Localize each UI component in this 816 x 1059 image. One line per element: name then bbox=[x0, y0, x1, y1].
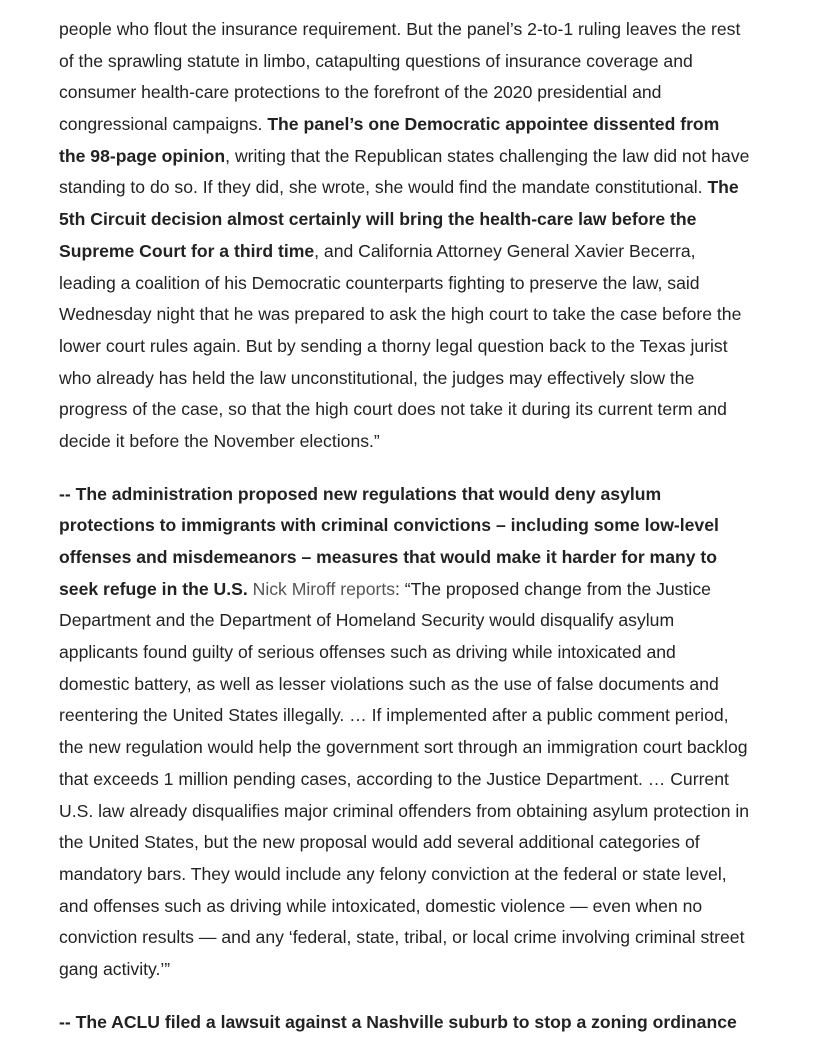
text: : “The proposed change from the Justice bbox=[395, 578, 711, 599]
text-line bbox=[59, 109, 779, 141]
text-line bbox=[59, 331, 779, 363]
text: standing to do so. If they did, she wrote, she would find the mandate constitutional. bbox=[59, 177, 708, 198]
text: congressional campaigns. bbox=[59, 114, 268, 135]
bold-text: 5th Circuit decision almost certainly will bring the health-care law before the bbox=[59, 209, 697, 230]
bold-text: protections to immigrants with criminal convictions – including some low-level bbox=[59, 515, 719, 536]
text: the United States, but the new proposal would add several additional categories of bbox=[59, 832, 700, 853]
text-line bbox=[59, 363, 779, 395]
text: Wednesday night that he was prepared to ask the high court to take the case before the bbox=[59, 304, 742, 325]
text-line bbox=[59, 605, 779, 637]
text: and offenses such as driving while intoxicated, domestic violence — even when no bbox=[59, 895, 703, 916]
text-line bbox=[59, 796, 779, 828]
text-line bbox=[59, 922, 779, 954]
text-line bbox=[59, 891, 779, 923]
text-line bbox=[59, 394, 779, 426]
text: , writing that the Republican states challenging the law did not have bbox=[225, 145, 750, 166]
paragraph bbox=[59, 14, 779, 458]
bold-text: The bbox=[707, 177, 739, 198]
bold-text: seek refuge in the U.S. bbox=[59, 578, 248, 599]
text-line bbox=[59, 426, 779, 458]
text-line bbox=[59, 268, 779, 300]
text-line bbox=[59, 77, 779, 109]
text: , and California Attorney General Xavier Becerra, bbox=[314, 240, 696, 261]
text-line bbox=[59, 510, 779, 542]
bold-text: Supreme Court for a third time bbox=[59, 240, 315, 261]
text: lower court rules again. But by sending a thorny legal question back to the Texas jurist bbox=[59, 335, 728, 356]
text-line bbox=[59, 574, 779, 606]
text: who already has held the law unconstitutional, the judges may effectively slow the bbox=[59, 367, 695, 388]
paragraph bbox=[59, 1007, 779, 1039]
text-line bbox=[59, 954, 779, 986]
text-line bbox=[59, 859, 779, 891]
text-line bbox=[59, 700, 779, 732]
bold-text: offenses and misdemeanors – measures that would make it harder for many to bbox=[59, 547, 718, 567]
text: reentering the United States illegally. … If implemented after a public comment period, bbox=[59, 705, 729, 726]
text: that exceeds 1 million pending cases, according to the Justice Department. … Current bbox=[59, 768, 729, 789]
text-line bbox=[59, 637, 779, 669]
bold-text: -- The administration proposed new regulations that would deny asylum bbox=[59, 483, 662, 504]
text: the new regulation would help the government sort through an immigration court backlog bbox=[59, 737, 748, 758]
text-line bbox=[59, 827, 779, 859]
text-line bbox=[59, 236, 779, 268]
text: mandatory bars. They would include any felony conviction at the federal or state level, bbox=[59, 863, 727, 884]
text: U.S. law already disqualifies major criminal offenders from obtaining asylum protection in bbox=[59, 800, 750, 821]
text-line bbox=[59, 732, 779, 764]
text-line bbox=[59, 204, 779, 236]
text-line bbox=[59, 542, 779, 574]
article-body bbox=[59, 14, 779, 1059]
text: of the sprawling statute in limbo, catapulting questions of insurance coverage and bbox=[59, 50, 693, 71]
text-line bbox=[59, 141, 779, 173]
text-line bbox=[59, 479, 779, 511]
bold-text: The panel’s one Democratic appointee dissented from bbox=[267, 114, 720, 135]
text: Department and the Department of Homeland Security would disqualify asylum bbox=[59, 610, 675, 631]
text-line bbox=[59, 46, 779, 78]
text: applicants found guilty of serious offenses such as driving while intoxicated and bbox=[59, 642, 676, 663]
text: consumer health-care protections to the forefront of the 2020 presidential and bbox=[59, 82, 662, 103]
text: domestic battery, as well as lesser violations such as the use of false documents and bbox=[59, 673, 719, 694]
text: progress of the case, so that the high court does not take it during its current term and bbox=[59, 399, 727, 420]
bold-text: -- The ACLU filed a lawsuit against a Nashville suburb to stop a zoning ordinance bbox=[59, 1011, 737, 1032]
source-link[interactable]: Nick Miroff reports bbox=[252, 578, 396, 599]
text-line bbox=[59, 1007, 779, 1039]
text: decide it before the November elections.” bbox=[59, 430, 380, 451]
text: people who flout the insurance requirement. But the panel’s 2-to-1 ruling leaves the rest bbox=[59, 19, 741, 39]
paragraph bbox=[59, 479, 779, 986]
text-line bbox=[59, 764, 779, 796]
text: leading a coalition of his Democratic counterparts fighting to preserve the law, said bbox=[59, 272, 700, 293]
text-line bbox=[59, 299, 779, 331]
text-line bbox=[59, 172, 779, 204]
bold-text: the 98-page opinion bbox=[59, 145, 226, 166]
text-line bbox=[59, 14, 779, 46]
text: conviction results — and any ‘federal, state, tribal, or local crime involving criminal street bbox=[59, 927, 745, 948]
text: gang activity.’” bbox=[59, 958, 171, 979]
text-line bbox=[59, 669, 779, 701]
